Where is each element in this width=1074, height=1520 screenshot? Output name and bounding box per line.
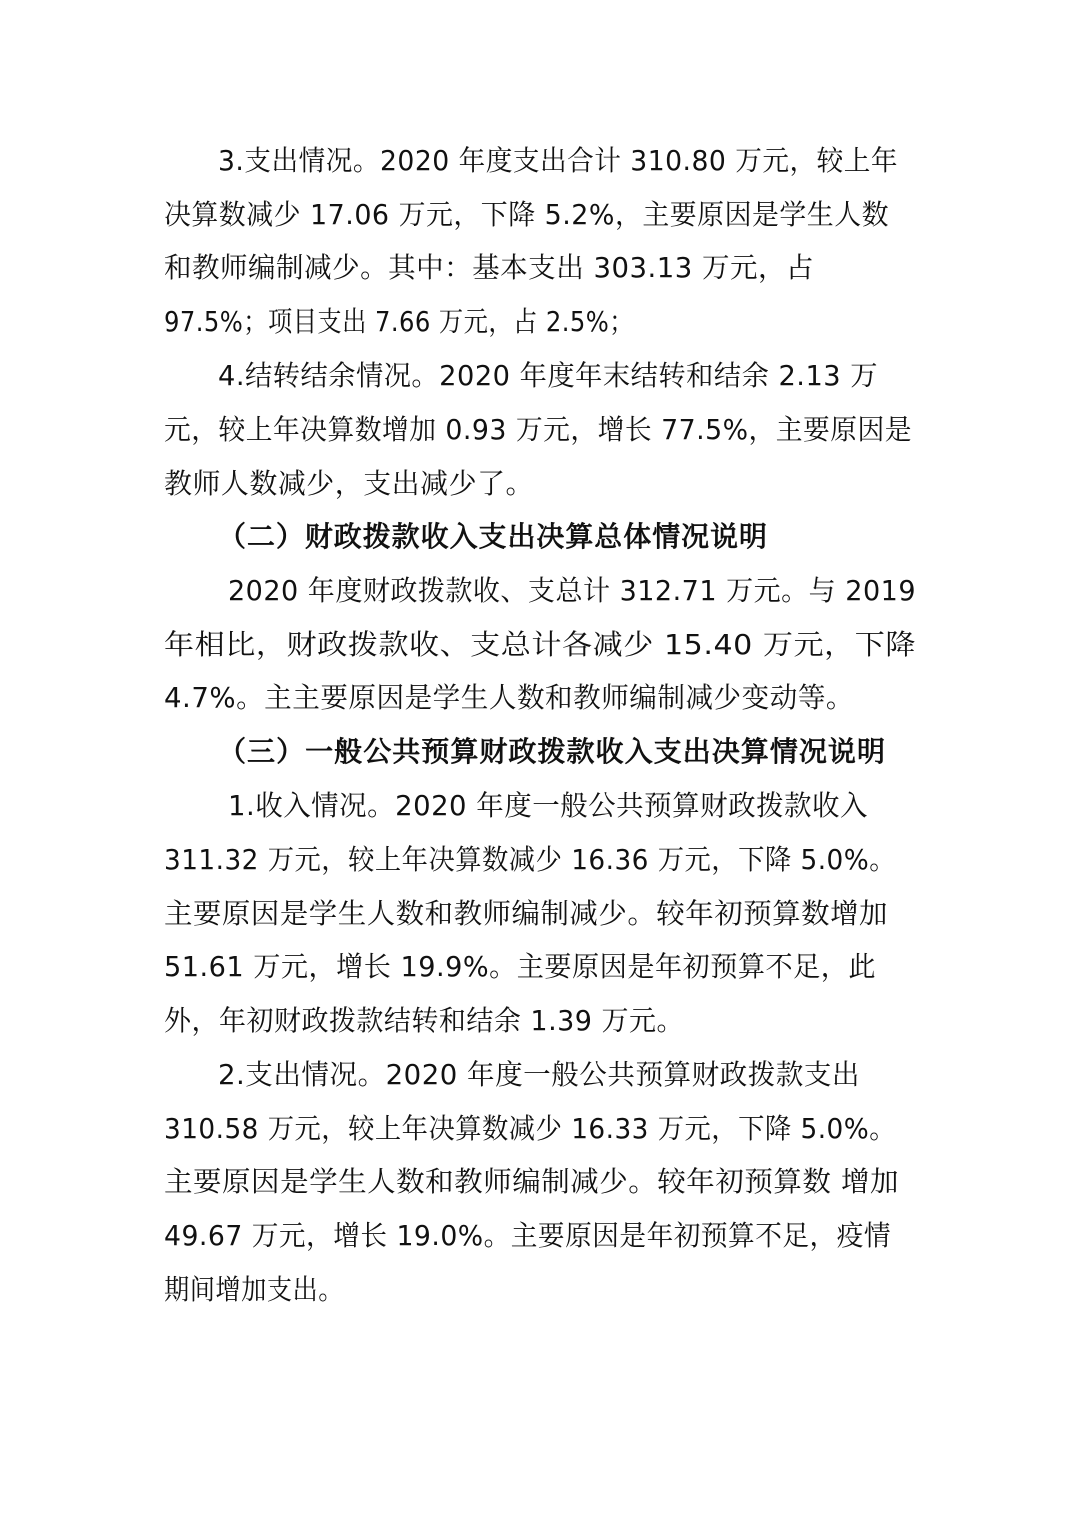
section-heading: （三）一般公共预算财政拨款收入支出决算情况说明 [218, 735, 886, 768]
paragraph-line: 教师人数减少，支出减少了。 [164, 467, 534, 500]
paragraph-line: 2.支出情况。2020 年度一般公共预算财政拨款支出 [218, 1058, 860, 1091]
paragraph-line: 4.结转结余情况。2020 年度年末结转和结余 2.13 万 [218, 359, 878, 392]
section-heading: （二）财政拨款收入支出决算总体情况说明 [218, 520, 768, 553]
paragraph-line: 4.7%。主主要原因是学生人数和教师编制减少变动等。 [164, 681, 854, 714]
paragraph-line: 2020 年度财政拨款收、支总计 312.71 万元。与 2019 [228, 574, 916, 607]
paragraph-line: 51.61 万元，增长 19.9%。主要原因是年初预算不足，此 [164, 950, 876, 983]
paragraph-line: 年相比，财政拨款收、支总计各减少 15.40 万元，下降 [164, 628, 916, 661]
paragraph-line: 和教师编制减少。其中：基本支出 303.13 万元，占 [164, 251, 814, 284]
paragraph-line: 1.收入情况。2020 年度一般公共预算财政拨款收入 [228, 789, 868, 822]
paragraph-line: 97.5%；项目支出 7.66 万元，占 2.5%； [164, 305, 634, 338]
paragraph-line: 决算数减少 17.06 万元，下降 5.2%，主要原因是学生人数 [164, 198, 889, 231]
paragraph-line: 主要原因是学生人数和教师编制减少。较年初预算数增加 [164, 897, 888, 930]
paragraph-line: 外，年初财政拨款结转和结余 1.39 万元。 [164, 1004, 684, 1037]
paragraph-line: 311.32 万元，较上年决算数减少 16.36 万元，下降 5.0%。 [164, 843, 896, 876]
paragraph-line: 310.58 万元，较上年决算数减少 16.33 万元，下降 5.0%。 [164, 1112, 896, 1145]
paragraph-line: 期间增加支出。 [164, 1273, 344, 1306]
paragraph-line: 元，较上年决算数增加 0.93 万元，增长 77.5%，主要原因是 [164, 413, 912, 446]
paragraph-line: 49.67 万元，增长 19.0%。主要原因是年初预算不足，疫情 [164, 1219, 891, 1252]
paragraph-line: 3.支出情况。2020 年度支出合计 310.80 万元，较上年 [218, 144, 898, 177]
paragraph-line: 主要原因是学生人数和教师编制减少。较年初预算数 增加 [164, 1165, 899, 1198]
